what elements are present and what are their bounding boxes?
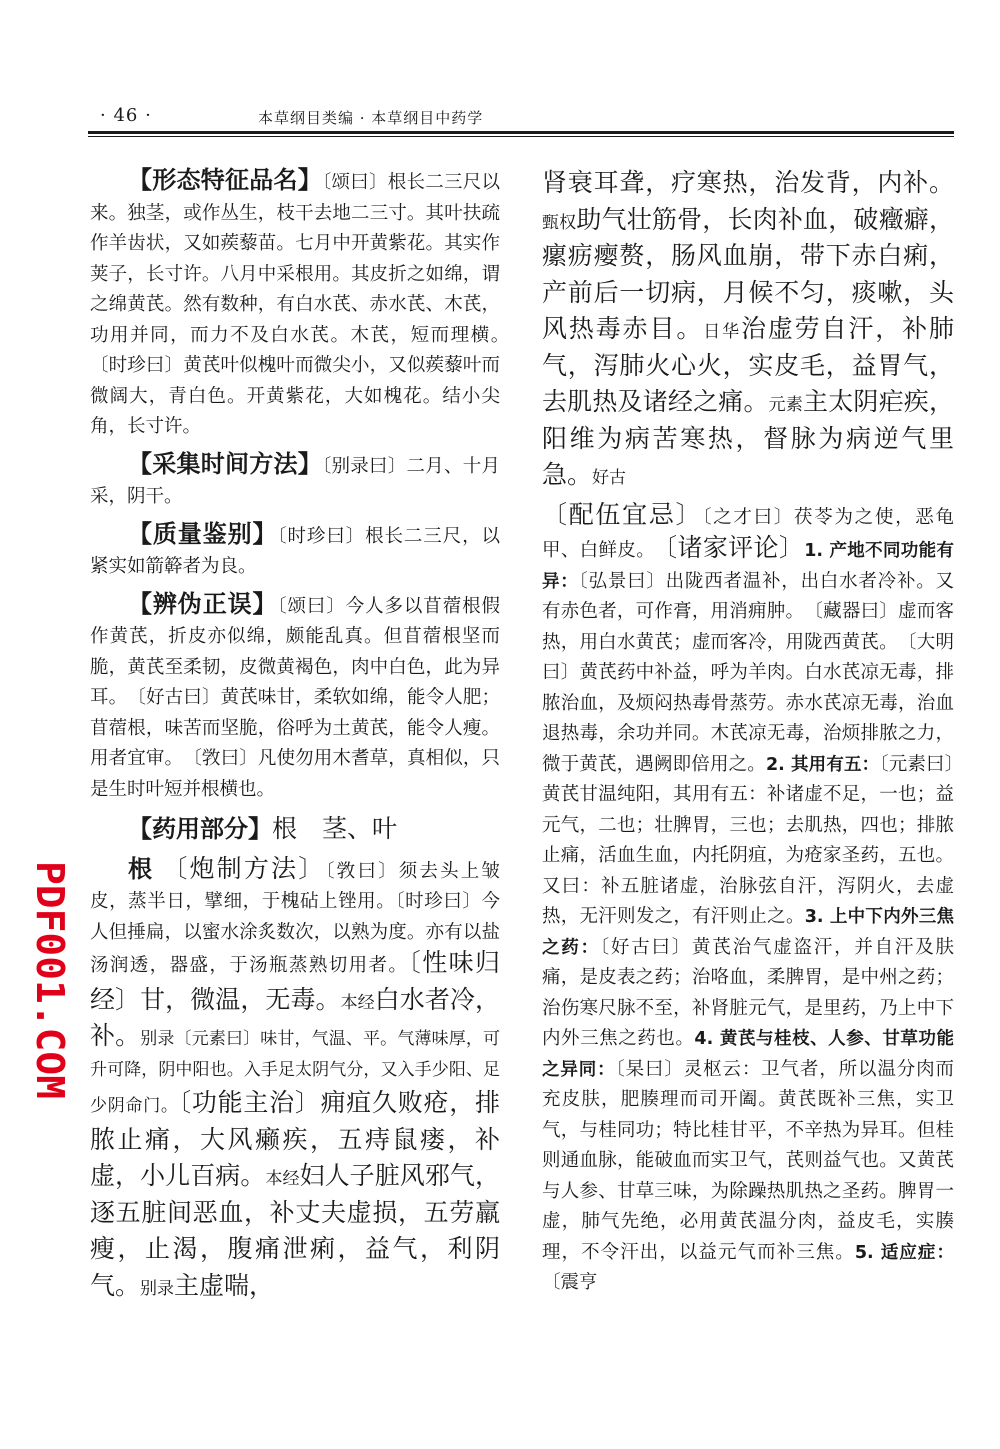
paragraph-text: 〔好古曰〕黄芪治气虚盗汗，并自汗及肤痛，是皮表之药；治咯血，柔脾胃，是中州之药；治伤寒尺脉不至，补肾脏元气，是里药，乃上中下内外三焦之药也。 xyxy=(542,936,955,1049)
left-column xyxy=(90,165,519,1310)
classic-text: 主太阴疟疾，阳维为病苦寒热，督脉为病逆气里急。 xyxy=(542,387,954,489)
section-heading: 〔诸家评论〕 xyxy=(664,533,805,562)
source-note: 好古 xyxy=(592,468,627,488)
source-note: 别录〔元素曰〕味甘，气温、平。气薄味厚，可升可降，阴中阳也。入手足太阴气分，又入手少阳、足少阴命门。 xyxy=(90,1029,500,1116)
paragraph-text: 〔震亨 xyxy=(542,1272,598,1293)
source-note: 日华 xyxy=(703,322,741,342)
classic-text: 白水者冷，补。 xyxy=(90,984,500,1050)
classic-text: 助气壮筋骨，长肉补血，破癥癖，瘰疬瘿赘，肠风血崩，带下赤白痢，产前后一切病，月候不匀，痰嗽，头风热毒赤目。 xyxy=(542,204,954,343)
collection-paragraph xyxy=(90,449,500,513)
numbered-point-label: 1. 产地不同功能有异： xyxy=(542,541,954,592)
paragraph-text: 〔时珍曰〕根长二三尺，以紧实如箭簳者为良。 xyxy=(90,525,500,577)
numbered-point-label: 4. 黄芪与桂枝、人参、甘草功能之异同： xyxy=(542,1029,954,1080)
section-heading: 〔配伍宜忌〕 xyxy=(542,499,703,529)
paragraph-text: 〔杲曰〕灵枢云：卫气者，所以温分肉而充皮肤，肥腠理而司开阖。黄芪既补三焦，实卫气，与桂同功；特比桂甘平，不辛热为异耳。但桂则通血脉，能破血而实卫气，芪则益气也。又黄芪与人参、甘草三味，为除躁热肌热之圣药。脾胃一虚，肺气先绝，必用黄芪温分肉，益皮毛，实腠理，不令汗出，以益元气而补三焦。 xyxy=(542,1058,954,1263)
page-number: · 46 · xyxy=(100,105,152,126)
header-rule-thin xyxy=(88,136,954,137)
parts-paragraph xyxy=(90,811,500,848)
section-heading: 〔功能主治〕 xyxy=(178,1088,321,1117)
paragraph-text: 〔颂曰〕根长二三尺以来。独茎，或作丛生，枝干去地二三寸。其叶扶疏作羊齿状，又如蒺藜苗。七月中开黄紫花。其实作荚子，长寸许。八月中采根用。其皮折之如绵，谓之绵黄芪。然有数种，有白水芪、赤水芪、木芪，功用并同，而力不及白水芪。木芪，短而理横。 〔时珍曰〕黄芪叶似槐叶而微尖小，又似蒺藜叶而微阔大，青白色。开黄紫花，大如槐花。结小尖角，长寸许。 xyxy=(90,172,519,437)
classic-text: 肾衰耳聋，疗寒热，治发背，内补。 xyxy=(542,168,954,197)
source-note: 本经 xyxy=(340,992,375,1013)
classic-text: 痈疽久败疮，排脓止痛，大风癞疾，五痔鼠瘘，补虚，小儿百病。 xyxy=(90,1088,500,1190)
paragraph-text: 〔弘景曰〕出陇西者温补，出白水者冷补。又有赤色者，可作膏，用消痈肿。 〔藏器曰〕虚而客热，用白水黄芪；虚而客冷，用陇西黄芪。 〔大明曰〕黄芪药中补益，呼为羊肉。白水芪凉无毒，排脓治血，及烦闷热毒骨蒸劳。赤水芪凉无毒，治血退热毒，余功并同。木芪凉无毒，治烦排脓之力，微于黄芪，遇阙即倍用之。 xyxy=(542,570,954,775)
classic-text: 主虚喘， xyxy=(174,1270,275,1300)
running-title: 本草纲目类编 · 本草纲目中药学 xyxy=(258,109,484,127)
header-rule-thick xyxy=(88,131,954,134)
watermark xyxy=(2,855,72,1105)
page-header xyxy=(88,103,954,131)
section-heading: 【药用部分】 xyxy=(128,815,272,843)
source-note: 甄权 xyxy=(542,212,577,233)
source-note: 别录 xyxy=(140,1278,175,1299)
root-paragraph xyxy=(90,854,500,1305)
section-heading: 〔性味归经〕 xyxy=(90,948,500,1014)
compatibility-paragraph xyxy=(542,500,954,1299)
paragraph-text: 〔之才曰〕茯苓为之使，恶龟甲、白鲜皮。 xyxy=(542,506,954,561)
morphology-paragraph xyxy=(90,165,519,443)
source-note: 元素 xyxy=(768,395,804,415)
section-heading: 【采集时间方法】 xyxy=(128,449,322,478)
section-heading: 〔炮制方法〕 xyxy=(174,853,326,883)
subsection-heading: 根 xyxy=(128,854,155,883)
paragraph-text: 〔敩曰〕须去头上皱皮，蒸半日，擘细，于槐砧上锉用。〔时珍曰〕今人但捶扁，以蜜水涂炙数次，以熟为度。亦有以盐汤润透，器盛，于汤瓶蒸熟切用者。 xyxy=(90,860,500,976)
section-heading: 【形态特征品名】 xyxy=(128,166,322,194)
quality-paragraph xyxy=(90,519,500,583)
numbered-point-label: 3. 上中下内外三焦之药： xyxy=(542,907,954,958)
paragraph-text: 〔颂曰〕今人多以苜蓿根假作黄芪，折皮亦似绵，颇能乱真。但苜蓿根坚而脆，黄芪至柔韧，皮微黄褐色，肉中白色，此为异耳。 〔好古曰〕黄芪味甘，柔软如绵，能令人肥；苜蓿根，味苦而坚脆，俗呼为土黄芪，能令人瘦。用者宜审。 〔敩曰〕凡使勿用木耆草，真相似，只是生时叶短并根横也。 xyxy=(90,595,500,800)
paragraph-text: 〔元素曰〕黄芪甘温纯阳，其用有五：补诸虚不足，一也；益元气，二也；壮脾胃，三也；去肌热，四也；排脓止痛，活血生血，内托阴疽，为疮家圣药，五也。又曰：补五脏诸虚，治脉弦自汗，泻阴火，去虚热，无汗则发之，有汗则止之。 xyxy=(542,753,954,927)
classic-text: 妇人子脏风邪气，逐五脏间恶血，补丈夫虚损，五劳羸瘦，止渴，腹痛泄痢，益气，利阴气。 xyxy=(90,1161,500,1300)
right-column xyxy=(542,165,954,1305)
watermark-text: PDF001.COM xyxy=(28,861,72,1090)
paragraph-text: 根 茎、叶 xyxy=(272,814,398,843)
paragraph-text: 〔别录曰〕二月、十月采，阴干。 xyxy=(90,455,500,507)
section-heading: 【质量鉴别】 xyxy=(128,519,278,548)
numbered-point-label: 5. 适应症： xyxy=(854,1242,954,1263)
numbered-point-label: 2. 其用有五： xyxy=(765,754,880,775)
section-heading: 【辨伪正误】 xyxy=(128,589,278,618)
forgery-paragraph xyxy=(90,589,500,806)
source-note: 本经 xyxy=(265,1169,300,1189)
functions-continued xyxy=(542,165,954,494)
classic-text: 治虚劳自汗，补肺气，泻肺火心火，实皮毛，益胃气，去肌热及诸经之痛。 xyxy=(542,314,954,416)
classic-text: 甘，微温，无毒。 xyxy=(140,984,341,1014)
